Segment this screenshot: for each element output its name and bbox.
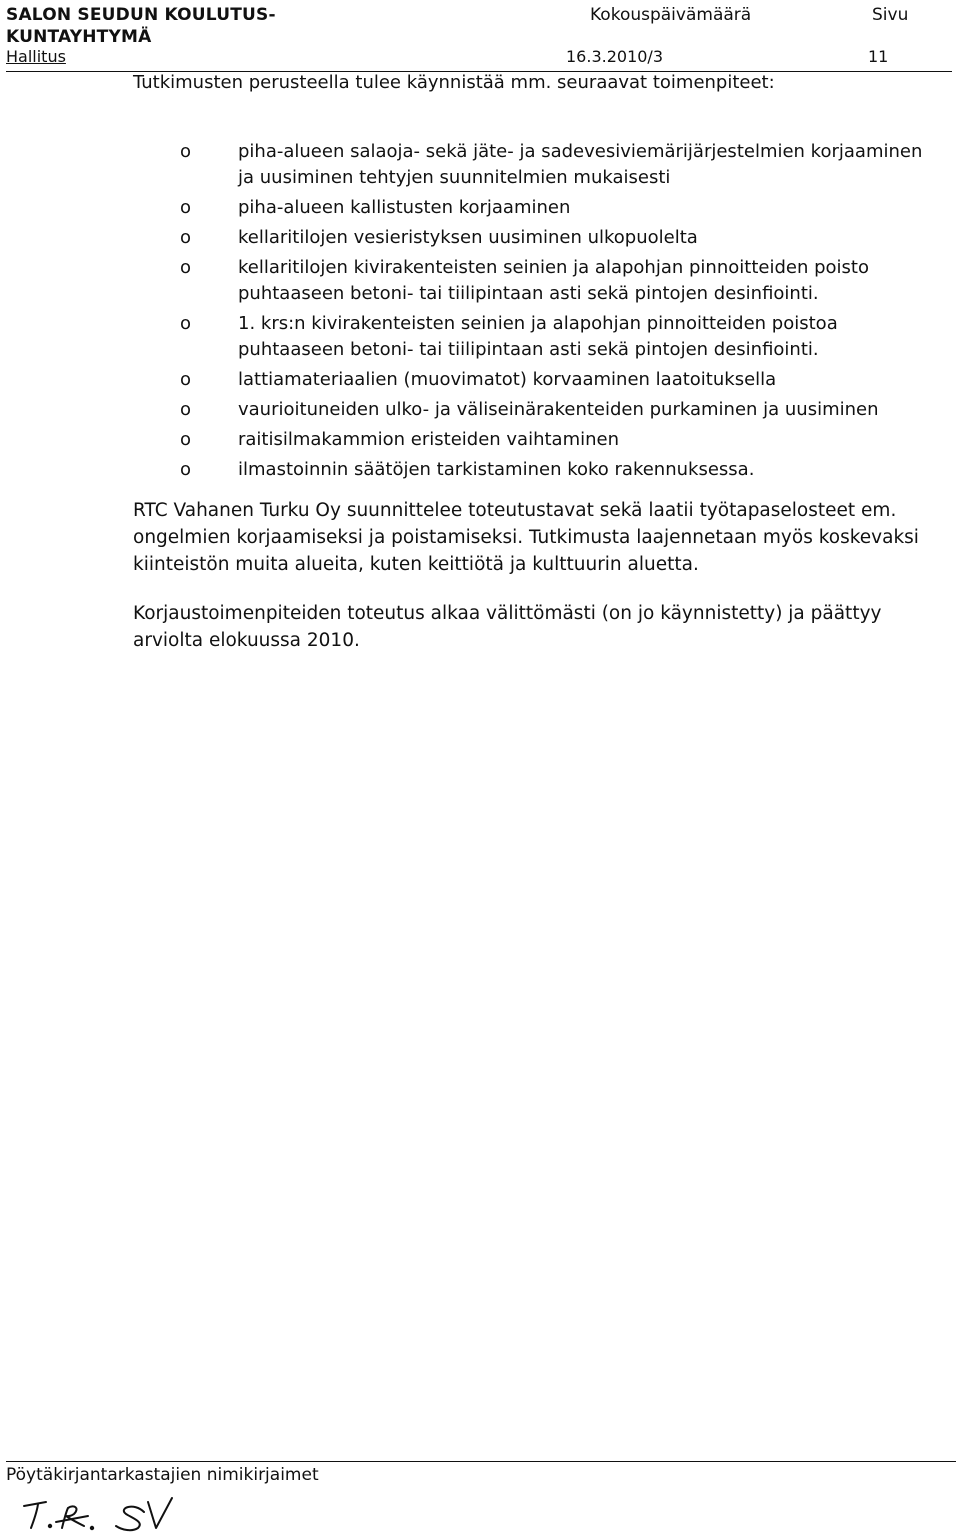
signatures-label: Pöytäkirjantarkastajien nimikirjaimet [6, 1465, 319, 1485]
paragraph-contractor: RTC Vahanen Turku Oy suunnittelee toteutustavat sekä laatii työtapaselosteet em. ongelmien korjaamiseksi ja poistamiseksi. Tutkimusta laajennetaan myös koskevaksi kiinteistön muita alueita, kuten keittiötä ja kulttuurin aluetta. [133, 499, 919, 575]
list-item: o kellaritilojen vesieristyksen uusiminen ulkopuolelta [180, 225, 940, 251]
organization-name-line2: KUNTAYHTYMÄ [6, 27, 152, 47]
organization-name [6, 4, 276, 48]
meeting-date-label: Kokouspäivämäärä [590, 5, 752, 25]
paragraph-schedule: Korjaustoimenpiteiden toteutus alkaa välittömästi (on jo käynnistetty) ja päättyy arviolta elokuussa 2010. [133, 602, 882, 651]
meeting-date-reference: 16.3.2010/3 [566, 47, 663, 66]
signature-divider [6, 1461, 956, 1462]
list-item: o piha-alueen salaoja- sekä jäte- ja sadevesiviemärijärjestelmien korjaaminen ja uusiminen tehtyjen suunnitelmien mukaisesti [180, 139, 940, 191]
list-item: o ilmastoinnin säätöjen tarkistaminen koko rakennuksessa. [180, 457, 940, 483]
intro-text: Tutkimusten perusteella tulee käynnistää mm. seuraavat toimenpiteet: [133, 72, 775, 93]
list-item: o vaurioituneiden ulko- ja väliseinärakenteiden purkaminen ja uusiminen [180, 397, 940, 423]
page-number: 11 [868, 47, 889, 66]
list-item: o piha-alueen kallistusten korjaaminen [180, 195, 940, 221]
list-item: o 1. krs:n kivirakenteisten seinien ja alapohjan pinnoitteiden poistoa puhtaaseen betoni- tai tiilipintaan asti sekä pintojen desinfiointi. [180, 311, 940, 363]
organization-name-line1: SALON SEUDUN KOULUTUS- [6, 5, 276, 25]
governing-body-name: Hallitus [6, 47, 66, 66]
handwritten-initials [22, 1492, 242, 1532]
measures-list [180, 139, 940, 487]
list-item: o raitisilmakammion eristeiden vaihtaminen [180, 427, 940, 453]
page-label: Sivu [872, 5, 909, 25]
document-header-row [6, 47, 952, 72]
list-item: o lattiamateriaalien (muovimatot) korvaaminen laatoituksella [180, 367, 940, 393]
list-item: o kellaritilojen kivirakenteisten seinien ja alapohjan pinnoitteiden poisto puhtaaseen betoni- tai tiilipintaan asti sekä pintojen desinfiointi. [180, 255, 940, 307]
